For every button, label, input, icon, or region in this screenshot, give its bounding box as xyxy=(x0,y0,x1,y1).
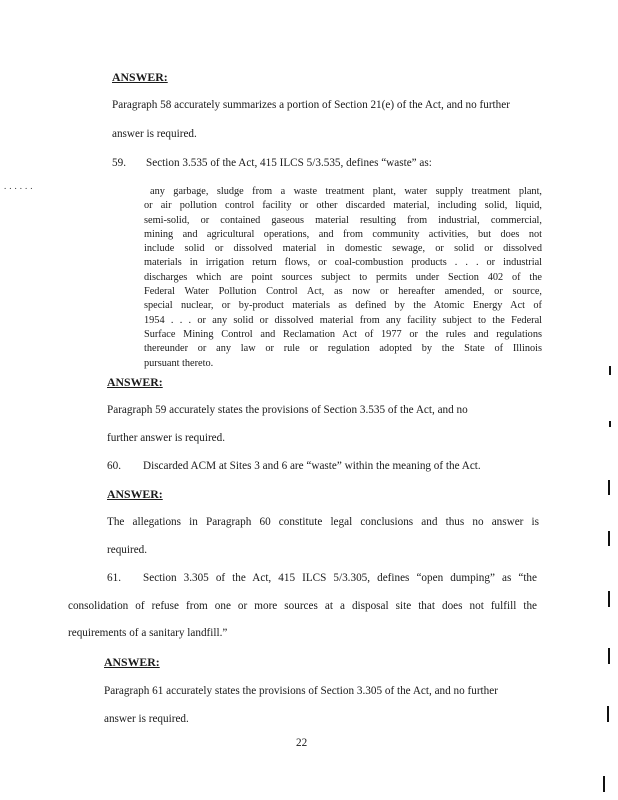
quote-line: 1954 . . . or any solid or dissolved material from any facility subject to the Federal xyxy=(144,314,542,326)
answer-59-line-2: further answer is required. xyxy=(107,432,226,444)
paragraph-61-line-2: consolidation of refuse from one or more sources at a disposal site that does not fulfill the xyxy=(68,600,537,612)
quote-line: materials in irrigation return flows, or coal-combustion products . . . or industrial xyxy=(144,257,542,269)
answer-60-line-1: The allegations in Paragraph 60 constitute legal conclusions and thus no answer is xyxy=(107,516,539,528)
quote-line: thereunder or any law or rule or regulation adopted by the State of Illinois xyxy=(144,343,542,355)
answer-58-line-1: Paragraph 58 accurately summarizes a portion of Section 21(e) of the Act, and no further xyxy=(112,99,510,111)
quote-line: pursuant thereto. xyxy=(144,357,214,369)
quote-line: Surface Mining Control and Reclamation Act of 1977 or the rules and regulations xyxy=(144,328,542,340)
quote-line: include solid or dissolved material in domestic sewage, or solid or dissolved xyxy=(144,243,542,255)
margin-dots: ...... xyxy=(4,181,36,191)
paragraph-60-number: 60. xyxy=(107,460,121,472)
revision-mark xyxy=(608,531,610,546)
revision-mark xyxy=(608,591,610,607)
revision-mark xyxy=(609,421,611,427)
paragraph-61-number: 61. xyxy=(107,572,121,584)
paragraph-61-line-3: requirements of a sanitary landfill.” xyxy=(68,627,228,639)
answer-heading-60: ANSWER: xyxy=(107,487,163,501)
revision-mark xyxy=(603,776,605,792)
quote-line: Federal Water Pollution Control Act, as now or hereafter amended, or source, xyxy=(144,286,542,298)
answer-58-line-2: answer is required. xyxy=(112,128,197,140)
revision-mark xyxy=(609,366,611,375)
answer-61-line-1: Paragraph 61 accurately states the provisions of Section 3.305 of the Act, and no further xyxy=(104,685,498,697)
page-number: 22 xyxy=(296,737,308,749)
quote-line: mining and agricultural operations, and from community activities, but does not xyxy=(144,228,542,240)
paragraph-60-text: Discarded ACM at Sites 3 and 6 are “waste” within the meaning of the Act. xyxy=(143,460,481,472)
revision-mark xyxy=(608,480,610,495)
revision-mark xyxy=(607,706,609,722)
answer-heading-59: ANSWER: xyxy=(107,375,163,389)
quote-line: special nuclear, or by-product materials as defined by the Atomic Energy Act of xyxy=(144,300,542,312)
answer-heading-58: ANSWER: xyxy=(112,70,168,84)
quote-line: discharges which are point sources subject to permits under Section 402 of the xyxy=(144,271,542,283)
answer-heading-61: ANSWER: xyxy=(104,655,160,669)
quote-line: semi-solid, or contained gaseous material resulting from industrial, commercial, xyxy=(144,214,542,226)
paragraph-59-number: 59. xyxy=(112,157,126,169)
block-quote xyxy=(144,185,542,371)
answer-61-line-2: answer is required. xyxy=(104,713,189,725)
paragraph-61-line-1: Section 3.305 of the Act, 415 ILCS 5/3.305, defines “open dumping” as “the xyxy=(143,572,537,584)
quote-line: or air pollution control facility or other discarded material, including solid, liquid, xyxy=(144,200,542,212)
revision-mark xyxy=(608,648,610,664)
answer-59-line-1: Paragraph 59 accurately states the provisions of Section 3.535 of the Act, and no xyxy=(107,404,468,416)
quote-line: any garbage, sludge from a waste treatment plant, water supply treatment plant, xyxy=(150,186,542,197)
answer-60-line-2: required. xyxy=(107,544,148,556)
paragraph-59-text: Section 3.535 of the Act, 415 ILCS 5/3.535, defines “waste” as: xyxy=(146,157,432,169)
